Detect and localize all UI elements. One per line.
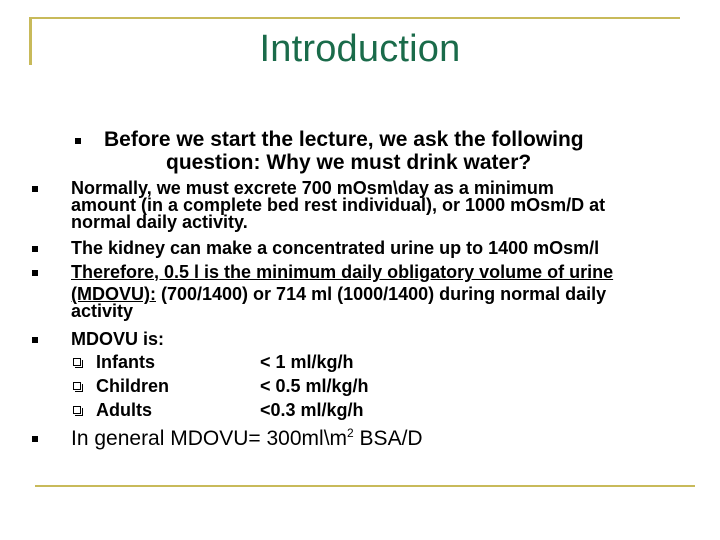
bullet-1-line-1: Normally, we must excrete 700 mOsm\day as a minimum bbox=[71, 178, 554, 198]
checkbox-square-icon bbox=[73, 406, 81, 414]
bullet-square-icon bbox=[32, 337, 38, 343]
sub-item-value: <0.3 ml/kg/h bbox=[260, 400, 364, 420]
bullet-3-line-3: activity bbox=[71, 301, 134, 321]
checkbox-square-icon bbox=[73, 382, 81, 390]
bullet-square-icon bbox=[32, 246, 38, 252]
bullet-1-line-3: normal daily activity. bbox=[71, 212, 248, 232]
mdovu-abbrev: (MDOVU): bbox=[71, 284, 156, 304]
intro-line-2: question: Why we must drink water? bbox=[166, 151, 532, 174]
bullet-3-line-2-rest: (700/1400) or 714 ml (1000/1400) during normal daily bbox=[155, 284, 607, 304]
decorative-line-bottom bbox=[35, 485, 695, 487]
bullet-3-line-2 bbox=[71, 286, 606, 303]
sub-item-value: < 0.5 ml/kg/h bbox=[260, 376, 369, 396]
bullet-1-line-2: amount (in a complete bed rest individual), or 1000 mOsm/D at bbox=[71, 195, 606, 215]
bullet-5-pre: In general MDOVU= 300ml\m bbox=[71, 427, 348, 450]
bullet-2: The kidney can make a concentrated urine up to 1400 mOsm/l bbox=[71, 238, 600, 258]
sub-item-label: Adults bbox=[96, 400, 152, 420]
bullet-5-post: BSA/D bbox=[353, 427, 423, 450]
checkbox-square-icon bbox=[73, 358, 81, 366]
bullet-square-icon bbox=[75, 138, 81, 144]
bullet-4: MDOVU is: bbox=[71, 329, 165, 349]
sub-item-label: Children bbox=[96, 376, 170, 396]
bullet-5 bbox=[71, 426, 423, 451]
intro-line-1: Before we start the lecture, we ask the following bbox=[104, 128, 584, 151]
bullet-square-icon bbox=[32, 436, 38, 442]
slide-title: Introduction bbox=[259, 28, 461, 70]
decorative-line-top bbox=[29, 17, 680, 19]
bullet-square-icon bbox=[32, 186, 38, 192]
bullet-5-superscript: 2 bbox=[347, 426, 354, 440]
bullet-square-icon bbox=[32, 270, 38, 276]
sub-item-value: < 1 ml/kg/h bbox=[260, 352, 354, 372]
sub-item-label: Infants bbox=[96, 352, 156, 372]
intro-question bbox=[94, 128, 704, 174]
bullet-3-line-1: Therefore, 0.5 l is the minimum daily obligatory volume of urine bbox=[71, 262, 614, 282]
